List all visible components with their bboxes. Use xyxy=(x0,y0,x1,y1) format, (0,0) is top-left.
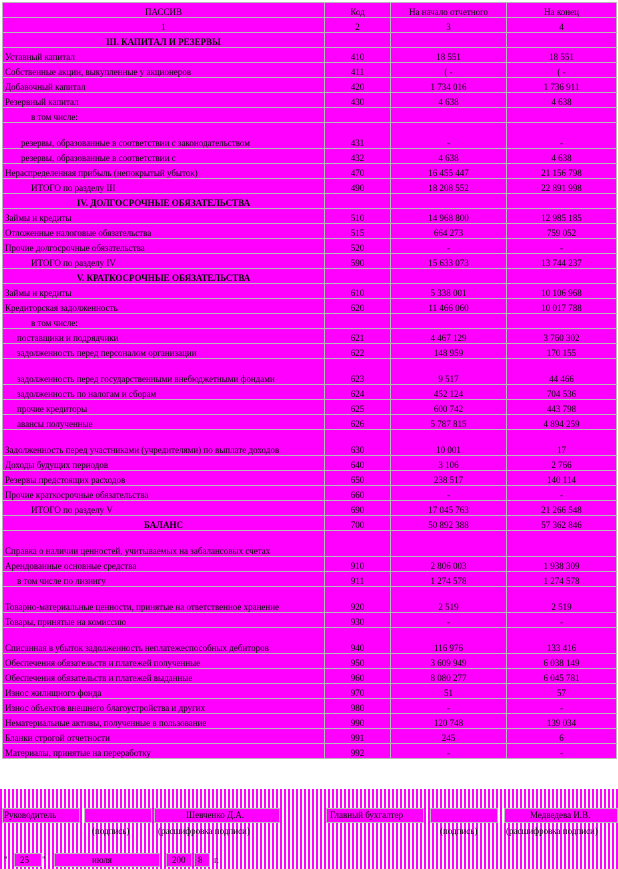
row-start-value: 452 124 xyxy=(391,385,507,400)
row-code: 991 xyxy=(325,729,391,744)
section-start: 50 892 388 xyxy=(391,516,507,531)
row-code: 930 xyxy=(325,613,391,628)
table-row xyxy=(3,108,617,123)
row-code: 490 xyxy=(325,179,391,194)
table-row xyxy=(3,471,617,486)
row-code: 920 xyxy=(325,587,391,613)
row-end-value: 10 106 968 xyxy=(507,284,617,299)
chief-signature-caption: (подпись) xyxy=(440,826,478,836)
row-start-value: 3 106 xyxy=(391,456,507,471)
row-end-value: 140 114 xyxy=(507,471,617,486)
row-label: авансы полученные xyxy=(3,415,325,430)
row-label: задолженность перед персоналом организации xyxy=(3,344,325,359)
row-label: в том числе по лизингу xyxy=(3,572,325,587)
balance-sheet-table xyxy=(2,2,617,759)
row-code: 620 xyxy=(325,299,391,314)
row-code: 960 xyxy=(325,669,391,684)
table-row xyxy=(3,48,617,63)
table-row xyxy=(3,557,617,572)
column-number-2: 2 xyxy=(325,18,391,33)
date-year-digit: 8 xyxy=(198,855,203,865)
row-start-value: 2 519 xyxy=(391,587,507,613)
row-code: 624 xyxy=(325,385,391,400)
row-label: Добавочный капитал xyxy=(3,78,325,93)
row-label: ИТОГО по разделу V xyxy=(3,501,325,516)
row-start-value: 600 742 xyxy=(391,400,507,415)
row-code: 590 xyxy=(325,254,391,269)
row-label: Справка о наличии ценностей, учитываемых на забалансовых счетах xyxy=(3,531,325,557)
section-start xyxy=(391,33,507,48)
row-start-value: 4 467 129 xyxy=(391,329,507,344)
section-title: III. КАПИТАЛ И РЕЗЕРВЫ xyxy=(3,33,325,48)
row-end-value xyxy=(507,531,617,557)
section-code xyxy=(325,269,391,284)
row-end-value: 139 034 xyxy=(507,714,617,729)
row-end-value: 2 766 xyxy=(507,456,617,471)
table-row xyxy=(3,531,617,557)
table-row xyxy=(3,344,617,359)
section-row xyxy=(3,33,617,48)
row-start-value: ( - xyxy=(391,63,507,78)
section-code: 700 xyxy=(325,516,391,531)
row-code: 430 xyxy=(325,93,391,108)
row-start-value: - xyxy=(391,699,507,714)
row-code xyxy=(325,531,391,557)
row-code: 626 xyxy=(325,415,391,430)
row-label: Займы и кредиты xyxy=(3,284,325,299)
row-code: 911 xyxy=(325,572,391,587)
row-start-value: 5 338 001 xyxy=(391,284,507,299)
row-start-value: 664 273 xyxy=(391,224,507,239)
row-code: 410 xyxy=(325,48,391,63)
head-label: Руководитель xyxy=(4,810,57,820)
section-code xyxy=(325,194,391,209)
row-label: Задолженность перед участниками (учредителями) по выплате доходов xyxy=(3,430,325,456)
table-row xyxy=(3,149,617,164)
table-row xyxy=(3,654,617,669)
table-row xyxy=(3,613,617,628)
row-code: 623 xyxy=(325,359,391,385)
row-end-value: 21 156 798 xyxy=(507,164,617,179)
table-row xyxy=(3,699,617,714)
table-row xyxy=(3,385,617,400)
row-start-value: 9 517 xyxy=(391,359,507,385)
table-row xyxy=(3,179,617,194)
table-row xyxy=(3,329,617,344)
row-label: Нематериальные активы, полученные в пользование xyxy=(3,714,325,729)
row-end-value: 21 266 548 xyxy=(507,501,617,516)
column-number-1: 1 xyxy=(3,18,325,33)
chief-signature-field xyxy=(430,808,498,823)
row-start-value: 15 633 073 xyxy=(391,254,507,269)
table-row xyxy=(3,628,617,654)
chief-label: Главный бухгалтер xyxy=(330,810,404,820)
row-label: поставщики и подрядчики xyxy=(3,329,325,344)
row-code: 940 xyxy=(325,628,391,654)
row-end-value: 18 551 xyxy=(507,48,617,63)
table-row xyxy=(3,63,617,78)
column-number-4: 4 xyxy=(507,18,617,33)
row-label: Кредиторская задолженность xyxy=(3,299,325,314)
head-decode-caption: (расшифровка подписи) xyxy=(158,826,250,836)
table-row xyxy=(3,501,617,516)
row-code: 622 xyxy=(325,344,391,359)
table-row xyxy=(3,456,617,471)
table-row xyxy=(3,430,617,456)
row-code xyxy=(325,314,391,329)
section-end xyxy=(507,194,617,209)
row-label: ИТОГО по разделу III xyxy=(3,179,325,194)
row-label: Резервный капитал xyxy=(3,93,325,108)
table-row xyxy=(3,93,617,108)
row-end-value: 4 894 259 xyxy=(507,415,617,430)
head-signature-field xyxy=(84,808,152,823)
row-start-value: 8 080 277 xyxy=(391,669,507,684)
row-label: Уставный капитал xyxy=(3,48,325,63)
row-start-value: - xyxy=(391,613,507,628)
row-code: 515 xyxy=(325,224,391,239)
head-name: Шевченко Д.А. xyxy=(186,810,245,820)
row-start-value: 120 748 xyxy=(391,714,507,729)
table-row xyxy=(3,254,617,269)
row-start-value: 4 638 xyxy=(391,149,507,164)
row-label: прочие кредиторы xyxy=(3,400,325,415)
row-start-value xyxy=(391,314,507,329)
row-start-value: 5 787 815 xyxy=(391,415,507,430)
row-label: Товарно-материальные ценности, принятые на ответственное хранение xyxy=(3,587,325,613)
row-label: Арендованные основные средства xyxy=(3,557,325,572)
row-code: 621 xyxy=(325,329,391,344)
section-title: V. КРАТКОСРОЧНЫЕ ОБЯЗАТЕЛЬСТВА xyxy=(3,269,325,284)
row-start-value: - xyxy=(391,239,507,254)
row-start-value: 245 xyxy=(391,729,507,744)
chief-name: Медведева И.В. xyxy=(530,810,591,820)
row-end-value: 1 938 309 xyxy=(507,557,617,572)
row-code: 950 xyxy=(325,654,391,669)
row-code: 992 xyxy=(325,744,391,759)
row-label: Займы и кредиты xyxy=(3,209,325,224)
table-row xyxy=(3,314,617,329)
section-row xyxy=(3,269,617,284)
section-code xyxy=(325,33,391,48)
row-start-value: 18 551 xyxy=(391,48,507,63)
row-code: 650 xyxy=(325,471,391,486)
row-start-value: 148 959 xyxy=(391,344,507,359)
row-end-value xyxy=(507,314,617,329)
row-start-value xyxy=(391,531,507,557)
row-code: 910 xyxy=(325,557,391,572)
table-row xyxy=(3,415,617,430)
row-label: задолженность перед государственными внебюджетными фондами xyxy=(3,359,325,385)
table-row xyxy=(3,684,617,699)
row-code: 432 xyxy=(325,149,391,164)
table-row xyxy=(3,123,617,149)
row-end-value: 17 xyxy=(507,430,617,456)
section-title: БАЛАНС xyxy=(3,516,325,531)
row-code: 420 xyxy=(325,78,391,93)
section-end xyxy=(507,269,617,284)
row-start-value: - xyxy=(391,123,507,149)
row-code: 630 xyxy=(325,430,391,456)
row-code xyxy=(325,108,391,123)
row-end-value: 6 xyxy=(507,729,617,744)
table-header-row xyxy=(3,3,617,18)
table-row xyxy=(3,714,617,729)
row-end-value: 443 798 xyxy=(507,400,617,415)
row-end-value: 1 274 578 xyxy=(507,572,617,587)
section-title: IV. ДОЛГОСРОЧНЫЕ ОБЯЗАТЕЛЬСТВА xyxy=(3,194,325,209)
row-label: резервы, образованные в соответствии с законодательством xyxy=(3,123,325,149)
header-code: Код xyxy=(325,3,391,18)
row-start-value: 3 609 949 xyxy=(391,654,507,669)
section-end: 57 362 846 xyxy=(507,516,617,531)
row-start-value xyxy=(391,108,507,123)
row-end-value xyxy=(507,108,617,123)
head-signature-caption: (подпись) xyxy=(92,826,130,836)
date-year-suffix: г. xyxy=(214,855,219,865)
table-row xyxy=(3,729,617,744)
row-label: резервы, образованные в соответствии с xyxy=(3,149,325,164)
row-label: Обеспечения обязательств и платежей выданные xyxy=(3,669,325,684)
row-end-value: - xyxy=(507,613,617,628)
row-end-value: 44 466 xyxy=(507,359,617,385)
row-end-value: - xyxy=(507,486,617,501)
section-row xyxy=(3,516,617,531)
row-label: в том числе: xyxy=(3,314,325,329)
row-start-value: 14 968 800 xyxy=(391,209,507,224)
row-end-value: 57 xyxy=(507,684,617,699)
header-liabilities: ПАССИВ xyxy=(3,3,325,18)
row-code: 431 xyxy=(325,123,391,149)
row-end-value: 13 744 237 xyxy=(507,254,617,269)
row-label: Материалы, принятые на переработку xyxy=(3,744,325,759)
table-row xyxy=(3,164,617,179)
row-end-value: - xyxy=(507,744,617,759)
row-start-value: - xyxy=(391,744,507,759)
row-label: Прочие долгосрочные обязательства xyxy=(3,239,325,254)
chief-decode-caption: (расшифровка подписи) xyxy=(506,826,598,836)
row-label: Нераспределенная прибыль (непокрытый убыток) xyxy=(3,164,325,179)
row-label: Бланки строгой отчетности xyxy=(3,729,325,744)
row-label: Износ жилищного фонда xyxy=(3,684,325,699)
row-end-value: - xyxy=(507,123,617,149)
row-end-value: 2 519 xyxy=(507,587,617,613)
row-label: задолженность по налогам и сборам xyxy=(3,385,325,400)
header-start-period: На начало отчетного xyxy=(391,3,507,18)
row-end-value: 6 038 149 xyxy=(507,654,617,669)
row-label: Прочие краткосрочные обязательства xyxy=(3,486,325,501)
row-end-value: 12 985 185 xyxy=(507,209,617,224)
row-end-value: 1 736 911 xyxy=(507,78,617,93)
section-end xyxy=(507,33,617,48)
row-label: Списанная в убыток задолженность неплатежеспособных дебиторов xyxy=(3,628,325,654)
row-start-value: - xyxy=(391,486,507,501)
table-row xyxy=(3,299,617,314)
row-end-value: 3 760 302 xyxy=(507,329,617,344)
row-end-value: 4 638 xyxy=(507,93,617,108)
table-row xyxy=(3,744,617,759)
row-start-value: 18 208 552 xyxy=(391,179,507,194)
row-label: Собственные акции, выкупленные у акционеров xyxy=(3,63,325,78)
date-day: 25 xyxy=(20,855,29,865)
row-start-value: 1 274 578 xyxy=(391,572,507,587)
row-end-value: ( - xyxy=(507,63,617,78)
row-end-value: 704 536 xyxy=(507,385,617,400)
table-row xyxy=(3,486,617,501)
section-start xyxy=(391,194,507,209)
row-label: Доходы будущих периодов xyxy=(3,456,325,471)
column-number-row xyxy=(3,18,617,33)
row-code: 510 xyxy=(325,209,391,224)
row-start-value: 51 xyxy=(391,684,507,699)
row-code: 970 xyxy=(325,684,391,699)
row-start-value: 16 455 447 xyxy=(391,164,507,179)
table-row xyxy=(3,359,617,385)
row-code: 411 xyxy=(325,63,391,78)
row-start-value: 10 001 xyxy=(391,430,507,456)
date-month: июля xyxy=(92,855,112,865)
date-year-prefix: 200 xyxy=(172,855,186,865)
table-row xyxy=(3,224,617,239)
row-code: 625 xyxy=(325,400,391,415)
row-code: 610 xyxy=(325,284,391,299)
table-row xyxy=(3,209,617,224)
row-start-value: 1 734 016 xyxy=(391,78,507,93)
header-end-period: На конец xyxy=(507,3,617,18)
row-start-value: 11 466 060 xyxy=(391,299,507,314)
section-start xyxy=(391,269,507,284)
row-code: 980 xyxy=(325,699,391,714)
row-code: 660 xyxy=(325,486,391,501)
row-code: 990 xyxy=(325,714,391,729)
row-code: 690 xyxy=(325,501,391,516)
table-row xyxy=(3,400,617,415)
row-end-value: 22 891 998 xyxy=(507,179,617,194)
row-label: ИТОГО по разделу IV xyxy=(3,254,325,269)
row-code: 640 xyxy=(325,456,391,471)
row-label: Обеспечения обязательств и платежей полученные xyxy=(3,654,325,669)
row-end-value: - xyxy=(507,239,617,254)
row-label: Резервы предстоящих расходов xyxy=(3,471,325,486)
date-quote-close: " xyxy=(42,855,46,865)
row-start-value: 238 517 xyxy=(391,471,507,486)
table-row xyxy=(3,239,617,254)
row-start-value: 116 976 xyxy=(391,628,507,654)
row-label: Отложенные налоговые обязательства xyxy=(3,224,325,239)
table-row xyxy=(3,669,617,684)
table-row xyxy=(3,587,617,613)
row-end-value: 10 017 788 xyxy=(507,299,617,314)
row-end-value: 6 045 781 xyxy=(507,669,617,684)
row-end-value: - xyxy=(507,699,617,714)
row-label: Износ объектов внешнего благоустройства и других xyxy=(3,699,325,714)
date-quote-open: " xyxy=(4,855,8,865)
row-start-value: 2 806 003 xyxy=(391,557,507,572)
table-row xyxy=(3,284,617,299)
row-end-value: 133 416 xyxy=(507,628,617,654)
column-number-3: 3 xyxy=(391,18,507,33)
row-label: в том числе: xyxy=(3,108,325,123)
section-row xyxy=(3,194,617,209)
row-code: 520 xyxy=(325,239,391,254)
row-end-value: 4 638 xyxy=(507,149,617,164)
table-row xyxy=(3,572,617,587)
row-end-value: 759 052 xyxy=(507,224,617,239)
row-label: Товары, принятые на комиссию xyxy=(3,613,325,628)
row-end-value: 170 155 xyxy=(507,344,617,359)
table-row xyxy=(3,78,617,93)
row-start-value: 17 045 763 xyxy=(391,501,507,516)
row-start-value: 4 638 xyxy=(391,93,507,108)
row-code: 470 xyxy=(325,164,391,179)
